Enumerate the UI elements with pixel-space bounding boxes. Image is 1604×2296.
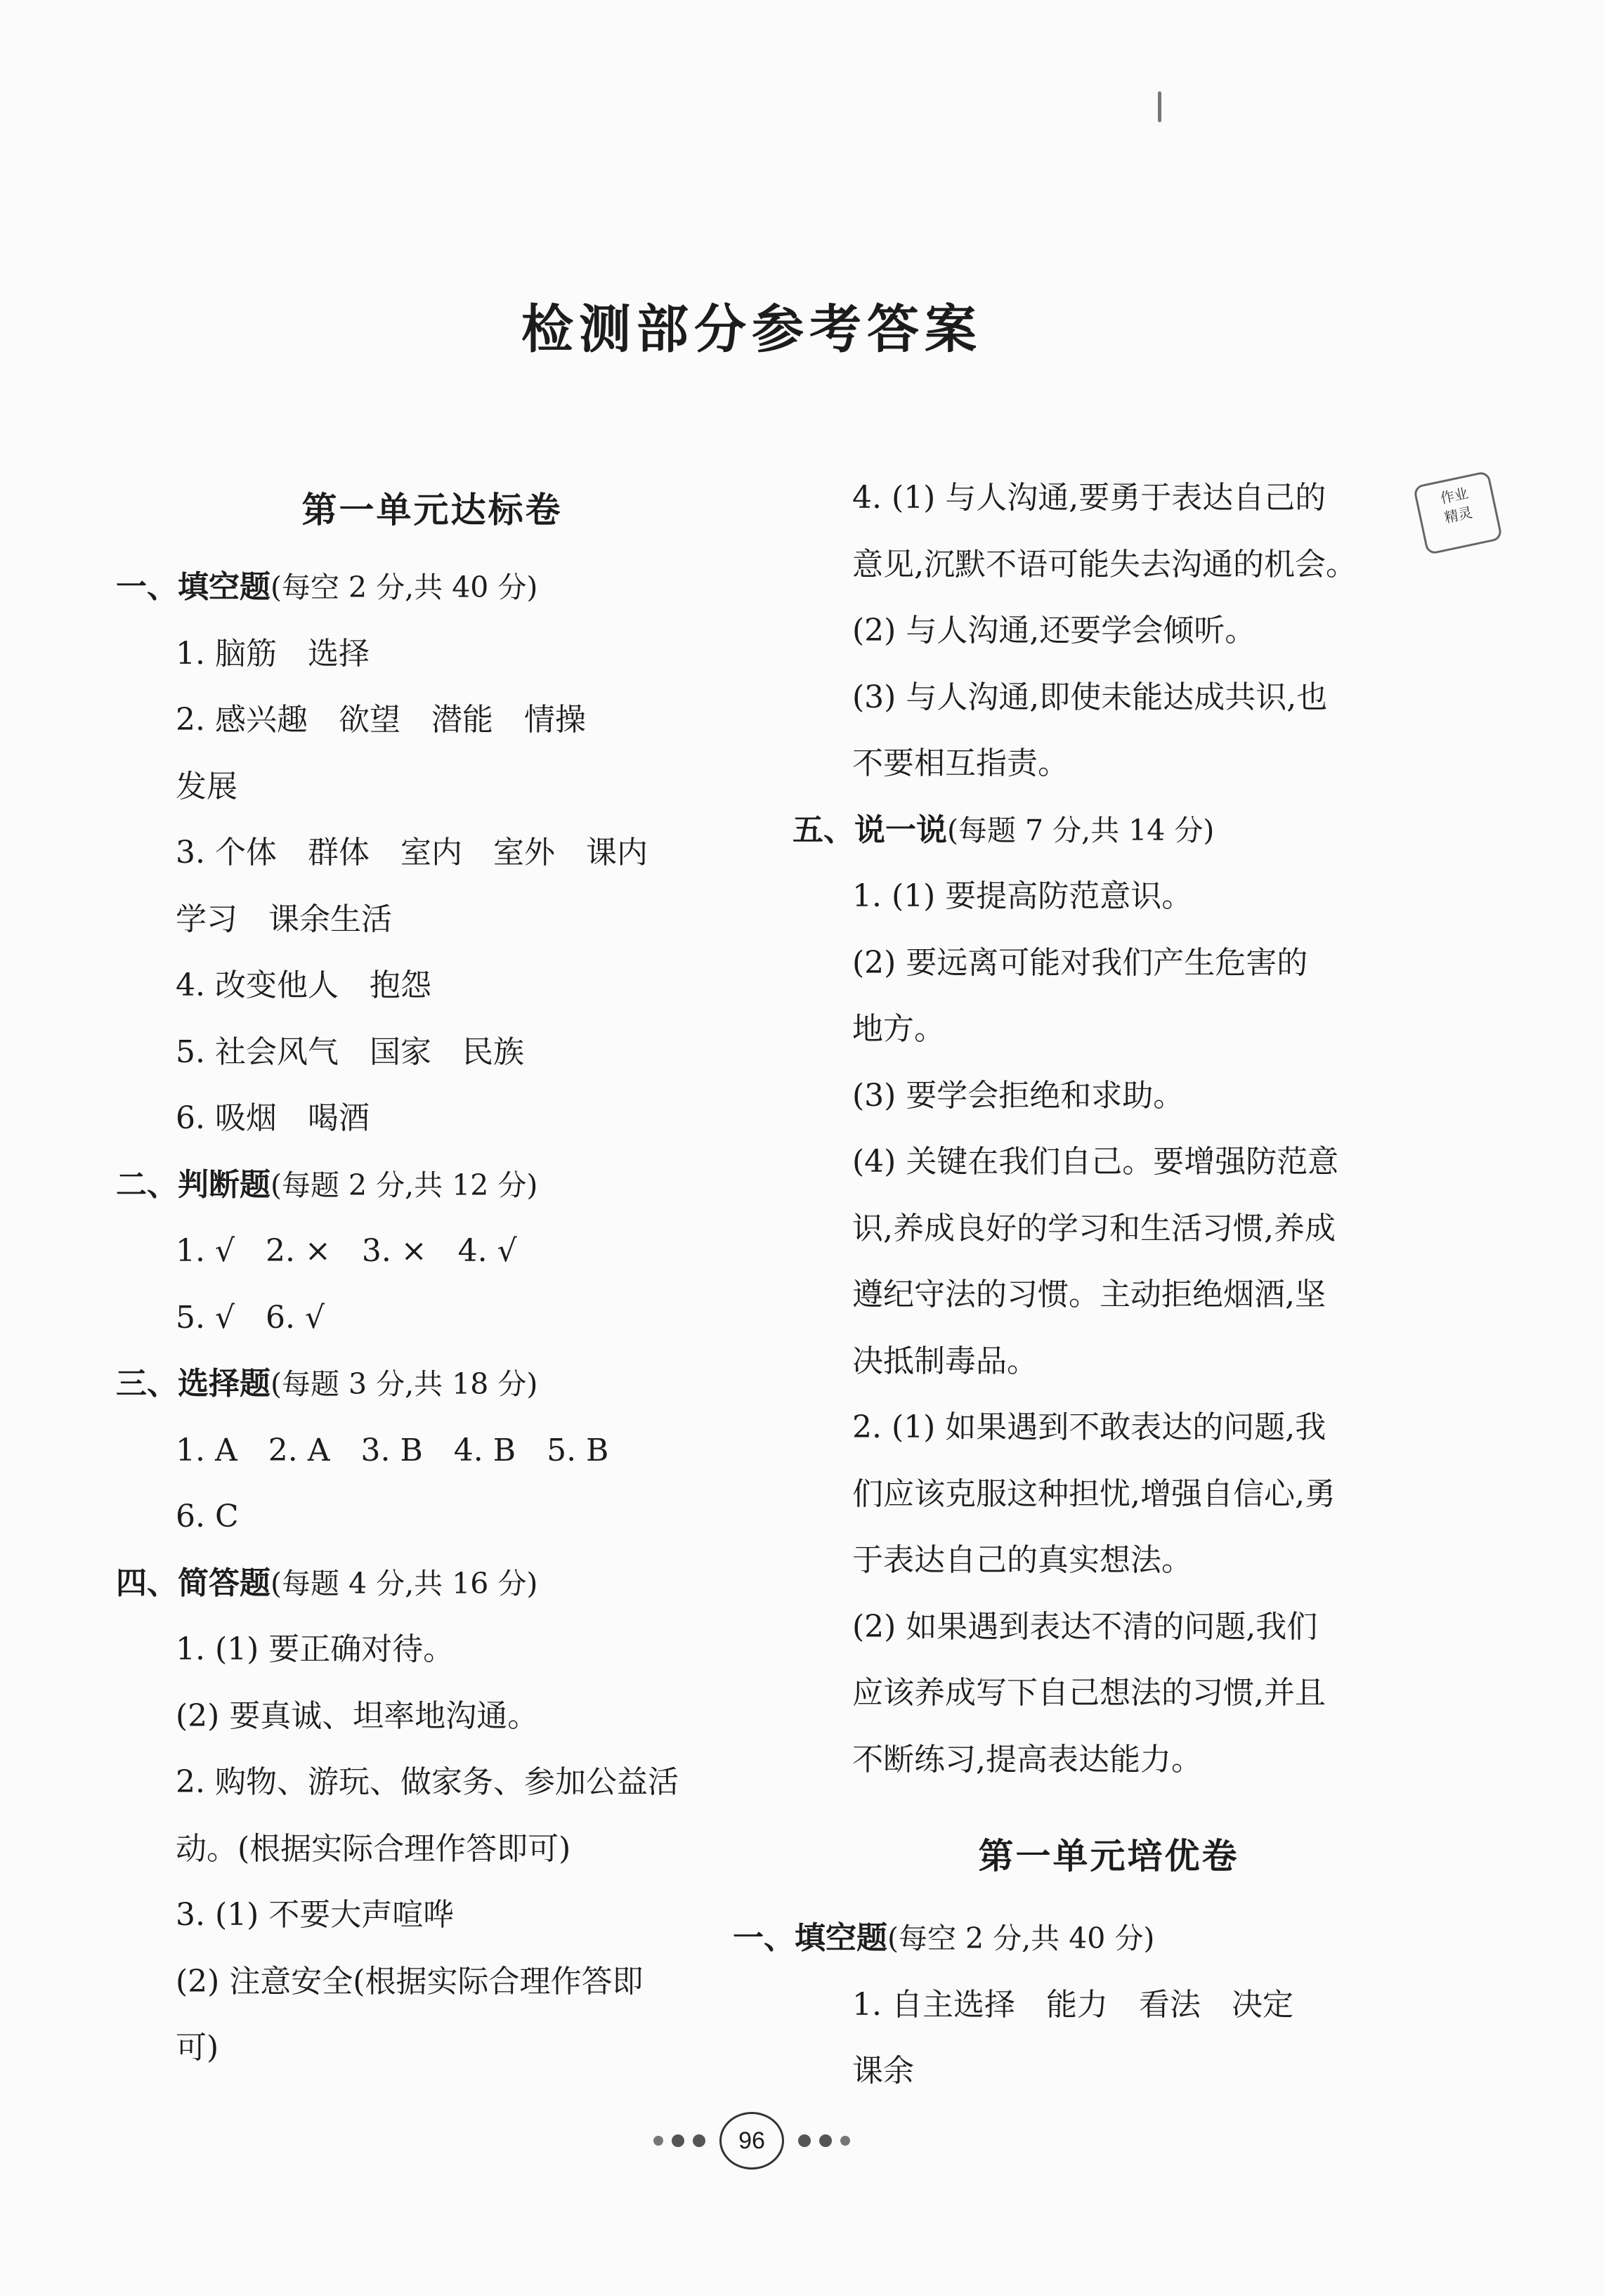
section-label: 四、简答题	[116, 1565, 270, 1601]
right-column	[733, 465, 1425, 2105]
page-footer	[0, 2109, 1504, 2172]
answer-line: 发展	[176, 768, 237, 804]
answer-line: (4) 关键在我们自己。要增强防范意	[852, 1144, 1339, 1180]
answer-line: 们应该克服这种担忧,增强自信心,勇	[852, 1475, 1336, 1512]
answer-line: 决抵制毒品。	[852, 1343, 1038, 1379]
section-title-fill-blank-2	[733, 1905, 1425, 1972]
section-note: (每空 2 分,共 40 分)	[270, 570, 538, 604]
section-label: 五、说一说	[793, 811, 947, 848]
stamp-line-2: 精灵	[1442, 504, 1474, 526]
answer-line: 2. 感兴趣 欲望 潜能 情操	[176, 702, 586, 738]
answer-line: 于表达自己的真实想法。	[852, 1542, 1192, 1578]
answer-line: 识,养成良好的学习和生活习惯,养成	[852, 1210, 1336, 1246]
answer-line: 2. 购物、游玩、做家务、参加公益活	[176, 1764, 679, 1800]
stamp-line-1: 作业	[1438, 484, 1470, 507]
answer-line: (2) 要真诚、坦率地沟通。	[176, 1697, 539, 1734]
answer-line: 学习 课余生活	[176, 901, 392, 937]
section-title-choice	[116, 1351, 748, 1418]
answer-line: 1. 自主选择 能力 看法 决定	[852, 1986, 1293, 2023]
answer-line: 1. 脑筋 选择	[176, 635, 370, 672]
answer-line: (2) 与人沟通,还要学会倾听。	[852, 613, 1256, 648]
page-title: 检测部分参考答案	[521, 299, 982, 360]
section-heading-unit1-standard: 第一单元达标卷	[301, 489, 563, 530]
answer-line: 5. 社会风气 国家 民族	[176, 1033, 524, 1070]
decor-dot-icon	[653, 2136, 663, 2146]
section-title-short-answer	[116, 1551, 748, 1617]
decor-dot-icon	[798, 2134, 811, 2147]
section-note: (每题 7 分,共 14 分)	[947, 813, 1215, 847]
answer-line: 不要相互指责。	[852, 745, 1069, 781]
stamp-logo	[1413, 471, 1503, 556]
answer-line: 4. 改变他人 抱怨	[176, 967, 431, 1003]
scan-mark	[1158, 91, 1161, 122]
section-label: 二、判断题	[116, 1166, 270, 1203]
section-label: 三、选择题	[116, 1366, 270, 1402]
answer-line: 1. (1) 要提高防范意识。	[852, 878, 1193, 914]
answer-line: (2) 如果遇到表达不清的问题,我们	[852, 1608, 1318, 1645]
section-note: (每题 2 分,共 12 分)	[270, 1168, 538, 1202]
answer-line: 地方。	[852, 1011, 945, 1047]
section-title-fill-blank	[116, 554, 748, 621]
answer-line: 1. (1) 要正确对待。	[176, 1631, 455, 1667]
decor-dot-icon	[693, 2134, 705, 2147]
answer-line: (3) 与人沟通,即使未能达成共识,也	[852, 679, 1328, 715]
page-number: 96	[719, 2112, 784, 2170]
answer-line: 6. C	[176, 1499, 239, 1534]
decor-dot-icon	[840, 2136, 850, 2146]
answer-line: 1. A 2. A 3. B 4. B 5. B	[176, 1432, 609, 1468]
answer-line: 应该养成写下自己想法的习惯,并且	[852, 1675, 1326, 1711]
answer-line: 动。(根据实际合理作答即可)	[176, 1830, 571, 1867]
section-note: (每题 3 分,共 18 分)	[270, 1367, 538, 1401]
section-heading-unit1-advanced: 第一单元培优卷	[978, 1835, 1239, 1877]
left-column	[116, 465, 748, 2082]
answer-line: 遵纪守法的习惯。主动拒绝烟酒,坚	[852, 1277, 1326, 1312]
answer-line: 6. 吸烟 喝酒	[176, 1100, 370, 1136]
section-title-judge	[116, 1152, 748, 1219]
answer-line: (2) 注意安全(根据实际合理作答即	[176, 1963, 644, 2000]
answer-line: (3) 要学会拒绝和求助。	[852, 1077, 1185, 1114]
answer-line: 3. 个体 群体 室内 室外 课内	[176, 835, 648, 870]
answer-line: 3. (1) 不要大声喧哗	[176, 1897, 455, 1933]
answer-line: 可)	[176, 2030, 219, 2066]
section-note: (每题 4 分,共 16 分)	[270, 1566, 538, 1600]
answer-line: 意见,沉默不语可能失去沟通的机会。	[852, 546, 1357, 582]
section-label: 一、填空题	[733, 1920, 887, 1956]
answer-line: 2. (1) 如果遇到不敢表达的问题,我	[852, 1409, 1326, 1445]
answer-line: 1. √ 2. × 3. × 4. √	[176, 1233, 517, 1269]
answer-line: (2) 要远离可能对我们产生危害的	[852, 944, 1308, 981]
answer-line: 5. √ 6. √	[176, 1299, 325, 1336]
section-title-speak	[793, 797, 1425, 864]
answer-line: 课余	[852, 2053, 914, 2089]
decor-dot-icon	[819, 2134, 832, 2147]
answer-line: 4. (1) 与人沟通,要勇于表达自己的	[852, 480, 1326, 516]
decor-dot-icon	[672, 2134, 684, 2147]
answer-line: 不断练习,提高表达能力。	[852, 1741, 1202, 1778]
section-note: (每空 2 分,共 40 分)	[887, 1922, 1155, 1955]
section-label: 一、填空题	[116, 569, 270, 605]
